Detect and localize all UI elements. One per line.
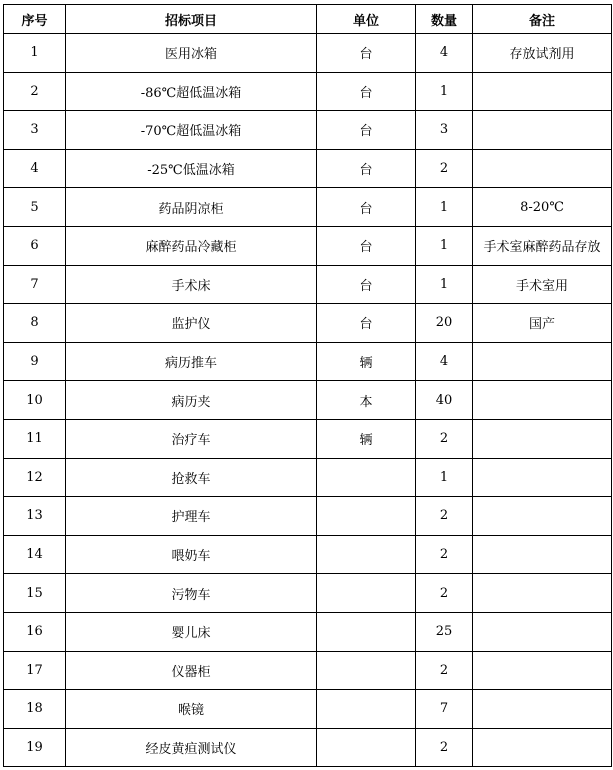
header-no: 序号 [4,5,66,34]
cell-item: 监护仪 [66,304,317,343]
cell-note [473,72,612,111]
cell-note [473,458,612,497]
cell-no: 7 [4,265,66,304]
header-qty: 数量 [416,5,473,34]
cell-item: -86℃超低温冰箱 [66,72,317,111]
cell-item: 麻醉药品冷藏柜 [66,226,317,265]
cell-note [473,497,612,536]
cell-unit: 辆 [317,419,416,458]
cell-no: 14 [4,535,66,574]
cell-qty: 2 [416,419,473,458]
cell-unit [317,728,416,767]
cell-unit [317,651,416,690]
cell-item: 药品阴凉柜 [66,188,317,227]
cell-unit: 台 [317,34,416,73]
cell-item: -70℃超低温冰箱 [66,111,317,150]
cell-qty: 1 [416,226,473,265]
cell-note [473,690,612,729]
cell-no: 4 [4,149,66,188]
cell-note [473,651,612,690]
cell-unit: 台 [317,72,416,111]
cell-qty: 1 [416,265,473,304]
cell-unit: 台 [317,226,416,265]
cell-note [473,342,612,381]
cell-qty: 2 [416,651,473,690]
cell-no: 11 [4,419,66,458]
table-row [4,34,612,73]
table-row [4,149,612,188]
cell-note [473,574,612,613]
cell-no: 13 [4,497,66,536]
header-item: 招标项目 [66,5,317,34]
cell-unit: 辆 [317,342,416,381]
cell-no: 6 [4,226,66,265]
cell-unit [317,458,416,497]
cell-no: 16 [4,612,66,651]
table-row [4,342,612,381]
cell-item: 经皮黄疸测试仪 [66,728,317,767]
cell-note [473,728,612,767]
table-row [4,226,612,265]
cell-no: 18 [4,690,66,729]
cell-unit [317,535,416,574]
cell-unit [317,574,416,613]
table-row [4,381,612,420]
cell-qty: 3 [416,111,473,150]
cell-qty: 2 [416,535,473,574]
cell-qty: 1 [416,188,473,227]
table-row [4,612,612,651]
cell-qty: 2 [416,574,473,613]
table-row [4,188,612,227]
cell-note [473,381,612,420]
table-row [4,651,612,690]
table-row [4,111,612,150]
cell-item: 婴儿床 [66,612,317,651]
cell-qty: 1 [416,458,473,497]
table-row [4,458,612,497]
cell-item: 治疗车 [66,419,317,458]
table-row [4,419,612,458]
cell-no: 1 [4,34,66,73]
table-row [4,265,612,304]
table-row [4,497,612,536]
cell-item: -25℃低温冰箱 [66,149,317,188]
cell-note: 8-20℃ [473,188,612,227]
cell-note [473,535,612,574]
cell-qty: 20 [416,304,473,343]
cell-item: 医用冰箱 [66,34,317,73]
table-row [4,574,612,613]
cell-no: 8 [4,304,66,343]
cell-unit: 台 [317,265,416,304]
cell-qty: 2 [416,728,473,767]
cell-qty: 4 [416,342,473,381]
cell-qty: 1 [416,72,473,111]
cell-no: 10 [4,381,66,420]
cell-unit: 台 [317,304,416,343]
cell-note [473,612,612,651]
table-row [4,690,612,729]
cell-item: 病历夹 [66,381,317,420]
cell-item: 污物车 [66,574,317,613]
cell-qty: 2 [416,149,473,188]
cell-no: 19 [4,728,66,767]
cell-qty: 2 [416,497,473,536]
table-row [4,72,612,111]
cell-note [473,419,612,458]
cell-unit [317,690,416,729]
cell-item: 喂奶车 [66,535,317,574]
cell-note: 国产 [473,304,612,343]
cell-unit [317,612,416,651]
cell-item: 病历推车 [66,342,317,381]
cell-item: 护理车 [66,497,317,536]
cell-note: 存放试剂用 [473,34,612,73]
cell-item: 仪器柜 [66,651,317,690]
cell-unit: 台 [317,188,416,227]
cell-unit: 台 [317,111,416,150]
cell-qty: 7 [416,690,473,729]
cell-item: 抢救车 [66,458,317,497]
cell-no: 9 [4,342,66,381]
header-unit: 单位 [317,5,416,34]
cell-qty: 25 [416,612,473,651]
cell-qty: 4 [416,34,473,73]
cell-no: 17 [4,651,66,690]
header-note: 备注 [473,5,612,34]
cell-unit: 台 [317,149,416,188]
procurement-table [3,4,612,767]
cell-unit: 本 [317,381,416,420]
cell-no: 3 [4,111,66,150]
table-body [4,34,612,767]
cell-qty: 40 [416,381,473,420]
cell-no: 15 [4,574,66,613]
cell-note [473,111,612,150]
cell-no: 2 [4,72,66,111]
cell-item: 手术床 [66,265,317,304]
header-row [4,5,612,34]
cell-no: 5 [4,188,66,227]
table-row [4,728,612,767]
table-row [4,304,612,343]
cell-unit [317,497,416,536]
cell-item: 喉镜 [66,690,317,729]
cell-note [473,149,612,188]
cell-note: 手术室用 [473,265,612,304]
cell-note: 手术室麻醉药品存放 [473,226,612,265]
table-row [4,535,612,574]
cell-no: 12 [4,458,66,497]
